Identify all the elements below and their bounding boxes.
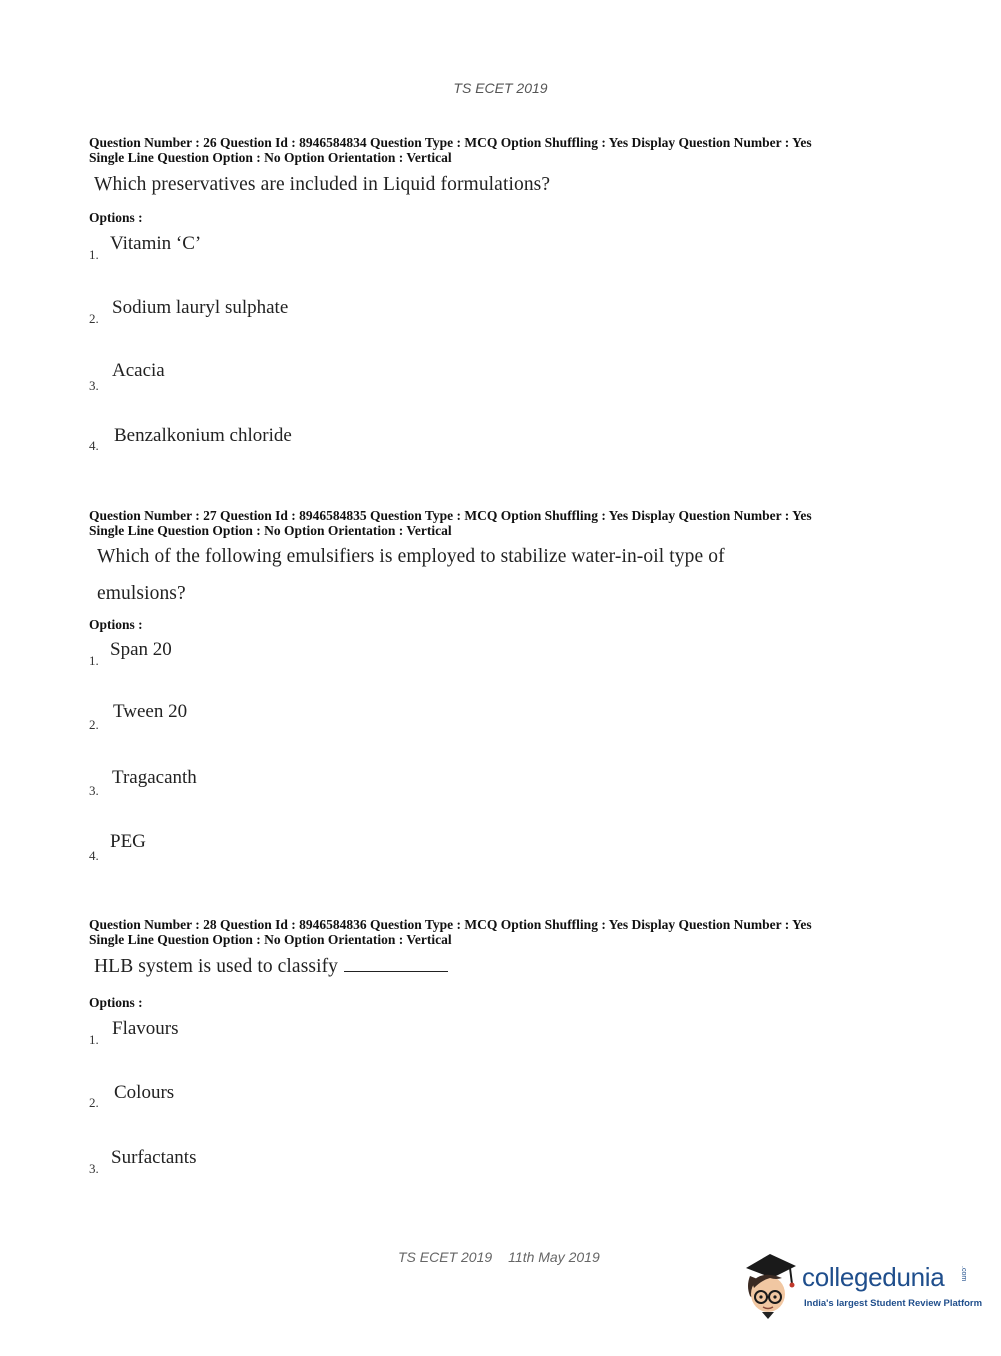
option-number: 4.: [89, 848, 99, 863]
question-meta: [89, 918, 812, 947]
option-number: 4.: [89, 438, 99, 453]
option-text: Surfactants: [111, 1147, 197, 1168]
option-number: 3.: [89, 783, 99, 798]
question-text-content: HLB system is used to classify: [94, 956, 339, 977]
option-number: 1.: [89, 1032, 99, 1047]
option-number: 3.: [89, 1161, 99, 1176]
option-text: Tragacanth: [112, 767, 197, 788]
option-text: Sodium lauryl sulphate: [112, 297, 289, 318]
page-footer: [398, 1249, 600, 1265]
logo-com: .com: [960, 1266, 967, 1282]
question-meta-line1: Question Number : 27 Question Id : 8946584835 Question Type : MCQ Option Shuffling : Yes Display Question Number : Yes: [89, 508, 812, 523]
option-text: Tween 20: [113, 701, 188, 722]
question-text: [94, 955, 448, 978]
question-text-line2: emulsions?: [97, 583, 186, 604]
question-text: Which preservatives are included in Liquid formulations?: [94, 174, 551, 195]
options-label: Options :: [89, 210, 143, 225]
logo-name: collegedunia: [802, 1262, 945, 1292]
option-text: Benzalkonium chloride: [114, 425, 292, 446]
footer-date: 11th May 2019: [508, 1249, 600, 1265]
options-label: Options :: [89, 995, 143, 1010]
option-text: PEG: [110, 831, 146, 852]
option-number: 3.: [89, 378, 99, 393]
question-meta-line1: Question Number : 26 Question Id : 8946584834 Question Type : MCQ Option Shuffling : Yes Display Question Number : Yes: [89, 135, 812, 150]
question-meta-line2: Single Line Question Option : No Option Orientation : Vertical: [89, 522, 452, 538]
collegedunia-logo: [740, 1250, 983, 1320]
footer-exam: TS ECET 2019: [398, 1249, 493, 1265]
question-meta: [89, 509, 812, 538]
question-meta-line2: Single Line Question Option : No Option Orientation : Vertical: [89, 149, 452, 165]
mascot-icon: [740, 1250, 802, 1320]
option-number: 1.: [89, 247, 99, 262]
question-meta-line1: Question Number : 28 Question Id : 8946584836 Question Type : MCQ Option Shuffling : Yes Display Question Number : Yes: [89, 917, 812, 932]
option-number: 2.: [89, 1095, 99, 1110]
option-text: Span 20: [110, 639, 172, 660]
answer-blank-line: [344, 955, 448, 972]
question-meta: [89, 136, 812, 165]
question-meta-line2: Single Line Question Option : No Option Orientation : Vertical: [89, 931, 452, 947]
question-text-line1: Which of the following emulsifiers is employed to stabilize water-in-oil type of: [97, 546, 725, 567]
option-number: 2.: [89, 717, 99, 732]
options-label: Options :: [89, 617, 143, 632]
option-number: 1.: [89, 653, 99, 668]
option-text: Acacia: [112, 360, 165, 381]
option-text: Vitamin ‘C’: [110, 233, 202, 254]
page-header-title: TS ECET 2019: [453, 80, 548, 96]
option-number: 2.: [89, 311, 99, 326]
logo-tagline: India's largest Student Review Platform: [804, 1298, 983, 1309]
option-text: Colours: [114, 1082, 175, 1103]
option-text: Flavours: [112, 1018, 179, 1039]
